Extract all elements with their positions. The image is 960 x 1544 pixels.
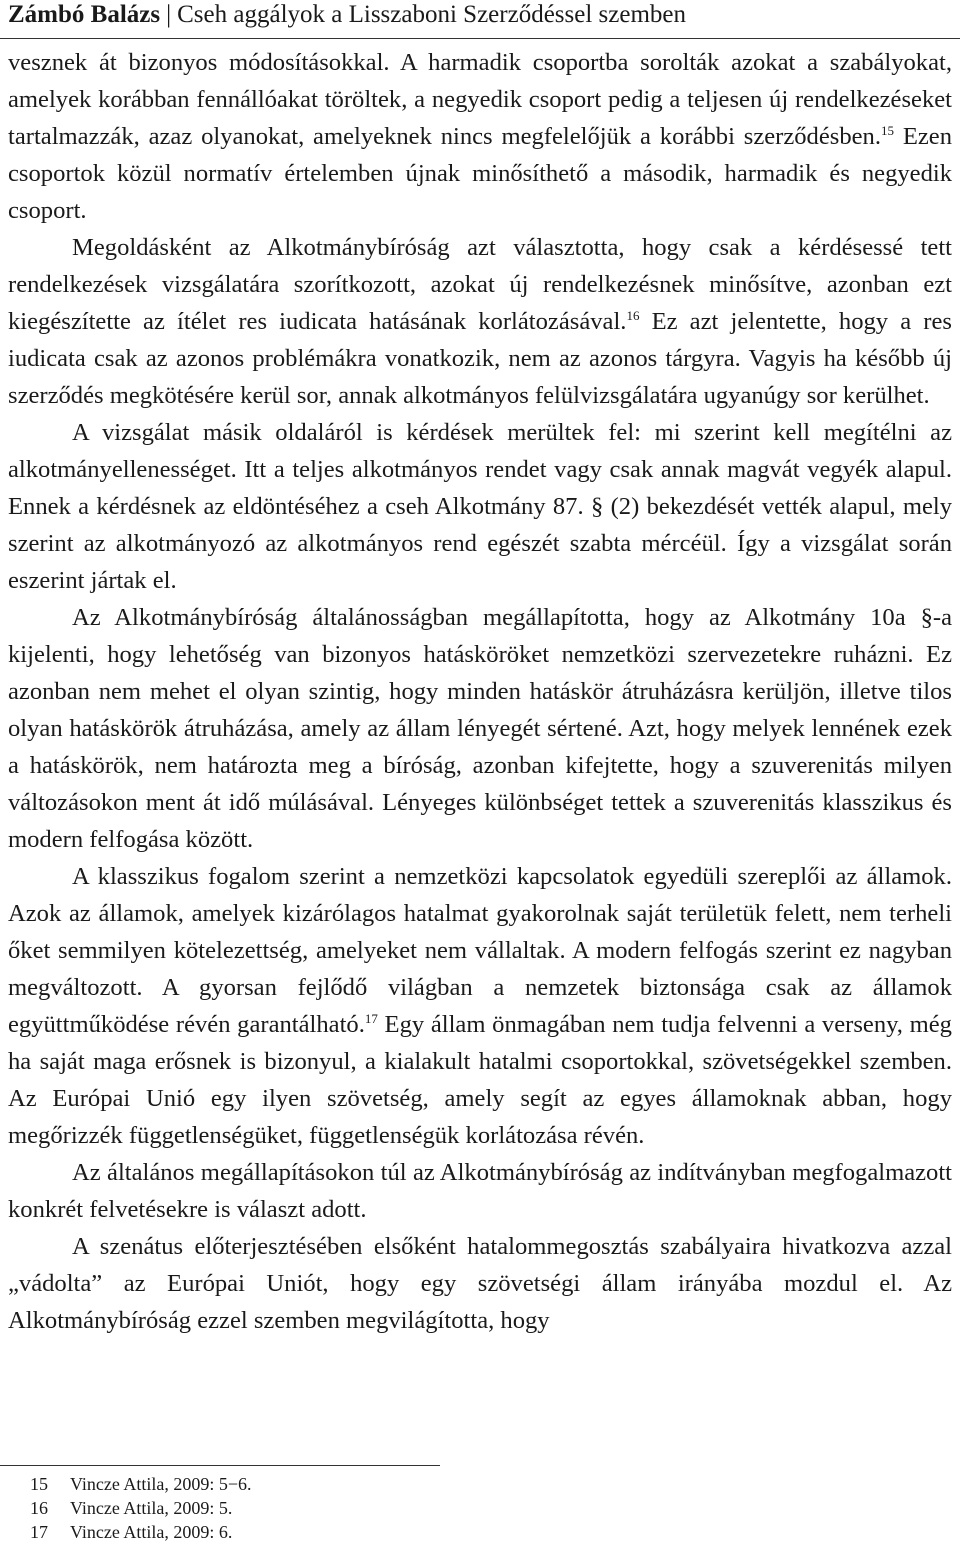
paragraph-text: Egy állam önmagában nem tudja felvenni a verseny, még ha saját maga erősnek is bizonyul, a kialakult hatalmi csoportokkal, szövetségekkel szemben. Az Európai Unió egy ilyen szövetség, amely segít az egyes államoknak abban, hogy megőrizzék függetlenségüket, függetlenségük korlátozása révén. [8, 1011, 952, 1149]
paragraph [8, 599, 952, 858]
footnote-reference: 16 [626, 307, 640, 323]
header-author: Zámbó Balázs [8, 1, 161, 28]
header-rule [0, 38, 960, 39]
footnote-rule [0, 1465, 440, 1466]
paragraph [8, 229, 952, 414]
footnote-number: 17 [30, 1522, 48, 1542]
footnote-number: 15 [30, 1474, 48, 1494]
running-header [8, 0, 948, 40]
body-text [8, 44, 952, 1339]
footnote-reference: 15 [881, 122, 894, 138]
footnote-text: Vincze Attila, 2009: 6. [70, 1522, 233, 1542]
paragraph-text: A vizsgálat másik oldaláról is kérdések merültek fel: mi szerint kell megítélni az alkotmányellenességet. Itt a teljes alkotmányos rendet vagy csak annak magvát vegyék alapul. Ennek a kérdésnek az eldöntéséhez a cseh Alkotmány 87. § (2) bekezdését vették alapul, mely szerint az alkotmányozó az alkotmányos rend egészét szabta mércéül. Így a vizsgálat során eszerint jártak el. [8, 419, 952, 594]
paragraph-text: Az általános megállapításokon túl az Alkotmánybíróság az indítványban megfogalmazott konkrét felvetésekre is választ adott. [8, 1159, 952, 1223]
paragraph-text: A szenátus előterjesztésében elsőként hatalommegosztás szabályaira hivatkozva azzal „vádolta” az Európai Uniót, hogy egy szövetségi állam irányába mozdul el. Az Alkotmánybíróság ezzel szemben megvilágította, hogy [8, 1233, 952, 1334]
footnote-reference: 17 [364, 1010, 378, 1026]
footnote-number: 16 [30, 1498, 48, 1518]
paragraph [8, 44, 952, 229]
paragraph [8, 858, 952, 1154]
paragraph-text: A klasszikus fogalom szerint a nemzetközi kapcsolatok egyedüli szereplői az államok. Azok az államok, amelyek kizárólagos hatalmat gyakorolnak saját területük felett, nem terheli őket semmilyen kötelezettség, amelyeket nem vállaltak. A modern felfogás szerint ez nagyban megváltozott. A gyorsan fejlődő világban a nemzetek biztonsága csak az államok együttműködése révén garantálható. [8, 863, 952, 1038]
paragraph-text: Megoldásként az Alkotmánybíróság azt választotta, hogy csak a kérdésessé tett rendelkezések vizsgálatára szorítkozott, azokat új rendelkezésnek minősítve, azonban ezt kiegészítette az ítélet res iudicata hatásának korlátozásával. [8, 234, 952, 335]
header-title: Cseh aggályok a Lisszaboni Szerződéssel szemben [177, 1, 686, 28]
header-separator: | [166, 1, 172, 28]
footnote-17 [30, 1520, 630, 1544]
footnote-text: Vincze Attila, 2009: 5. [70, 1498, 233, 1518]
footnote-15 [30, 1472, 630, 1496]
paragraph-text: Az Alkotmánybíróság általánosságban megállapította, hogy az Alkotmány 10a §-a kijelenti, hogy lehetőség van bizonyos hatásköröket nemzetközi szervezetekre ruházni. Ez azonban nem mehet el olyan szintig, hogy minden hatáskör átruházásra kerüljön, illetve tilos olyan hatáskörök átruházása, amely az állam lényegét sértené. Azt, hogy melyek lennének ezek a hatáskörök, nem határozta meg a bíróság, azonban kifejtette, hogy a szuverenitás milyen változásokon ment át idő múlásával. Lényeges különbséget tettek a szuverenitás klasszikus és modern felfogása között. [8, 604, 952, 853]
footnotes [30, 1472, 630, 1544]
paragraph-text: vesznek át bizonyos módosításokkal. A harmadik csoportba sorolták azokat a szabályokat, amelyek korábban fennállóakat töröltek, a negyedik csoport pedig a teljesen új rendelkezéseket tartalmazzák, azaz olyanokat, amelyeknek nincs megfelelőjük a korábbi szerződésben. [8, 49, 952, 150]
paragraph-text: Ezen csoportok közül normatív értelemben újnak minősíthető a második, harmadik és negyedik csoport. [8, 123, 952, 224]
footnote-16 [30, 1496, 630, 1520]
paragraph [8, 1228, 952, 1339]
paragraph [8, 414, 952, 599]
paragraph [8, 1154, 952, 1228]
paragraph-text: Ez azt jelentette, hogy a res iudicata csak az azonos problémákra vonatkozik, nem az azonos tárgyra. Vagyis ha később új szerződés megkötésére kerül sor, annak alkotmányos felülvizsgálatára ugyanúgy sor kerülhet. [8, 308, 952, 409]
footnote-text: Vincze Attila, 2009: 5−6. [70, 1474, 252, 1494]
